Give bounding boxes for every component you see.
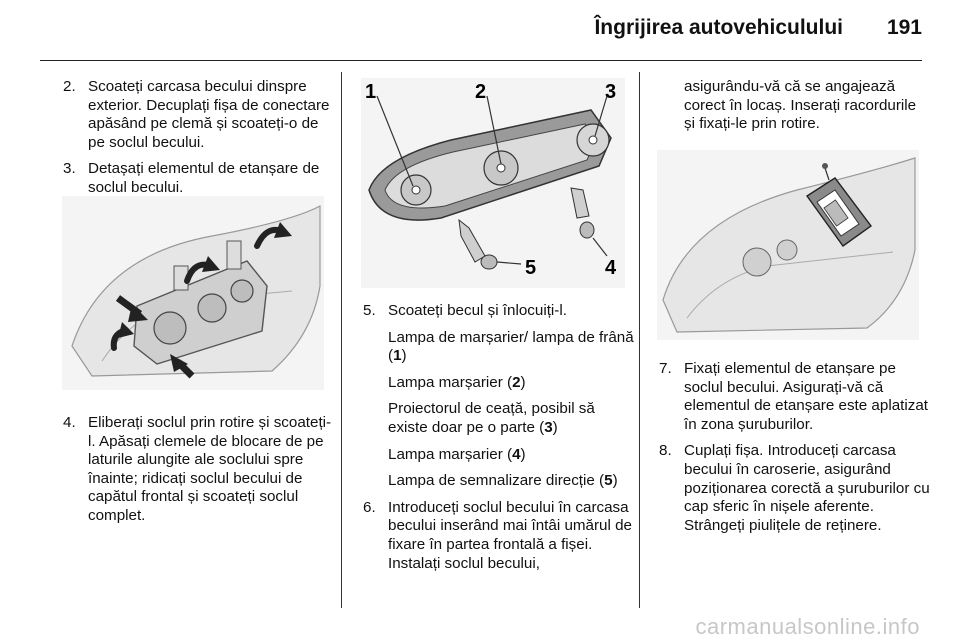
figure-label-4: 4 bbox=[605, 257, 617, 279]
step-5-number: 5. bbox=[363, 302, 376, 319]
column-1-lower bbox=[60, 414, 335, 534]
lamp-item-2: Lampa marșarier (2) bbox=[388, 373, 526, 391]
step-6-text: Introduceți soclul becului în carcasa becului inserând mai întâi umărul de fixare în partea frontală a fișei. Instalați soclul becului, bbox=[388, 498, 632, 572]
seal-installation-illustration bbox=[657, 150, 919, 340]
step-3 bbox=[60, 160, 330, 197]
header-title: Îngrijirea autovehiculului bbox=[594, 16, 843, 39]
lamp-item-1: Lampa de marșarier/ lampa de frână (1) bbox=[388, 328, 634, 365]
figure-bulb-positions bbox=[361, 78, 625, 288]
step-6-number: 6. bbox=[363, 498, 376, 516]
step-8 bbox=[656, 442, 931, 535]
lamp-socket-illustration bbox=[62, 196, 324, 390]
step-7 bbox=[656, 360, 931, 434]
lamp-item-5: Lampa de semnalizare direcție (5) bbox=[388, 472, 618, 490]
header-rule bbox=[40, 60, 922, 61]
step-7-text: Fixați elementul de etanșare pe soclul becului. Asigurați-vă că elementul de etanșare este aplatizat în zona șuruburilor. bbox=[684, 360, 929, 433]
watermark: carmanualsonline.info bbox=[695, 614, 920, 639]
figure-seal-installation bbox=[657, 150, 919, 340]
page-number: 191 bbox=[886, 16, 922, 39]
column-3 bbox=[656, 78, 926, 134]
column-2 bbox=[360, 302, 635, 581]
step-8-text: Cuplați fișa. Introduceți carcasa becului în caroserie, asigurând poziționarea corectă a șuruburilor cu cap sferic în nișele aferente. Strângeți piulițele de reținere. bbox=[684, 442, 930, 534]
step-4 bbox=[60, 414, 335, 526]
step-2-number: 2. bbox=[63, 78, 76, 95]
column-1 bbox=[60, 78, 330, 206]
column-divider-2 bbox=[639, 72, 640, 608]
step-4-number: 4. bbox=[63, 414, 76, 431]
page-header bbox=[0, 0, 960, 60]
step-2-text: Scoateți carcasa becului dinspre exterior. Decuplați fișa de conectare apăsând pe clemă și scoateți-o de pe soclul becului. bbox=[88, 78, 330, 151]
step-6-continuation: asigurându-vă că se angajează corect în locaș. Inserați racordurile și fixați-le prin rotire. bbox=[684, 78, 917, 133]
step-5-text: Scoateți becul și înlocuiți-l. bbox=[388, 302, 567, 319]
step-5 bbox=[360, 302, 635, 321]
bulb-positions-illustration bbox=[361, 78, 625, 288]
lamp-item-4: Lampa marșarier (4) bbox=[388, 445, 526, 463]
figure-lamp-socket-removal bbox=[62, 196, 324, 390]
step-4-text: Eliberați soclul prin rotire și scoateți-l. Apăsați clemele de blocare de pe laturile alungite ale soclului spre înainte; ridicați soclul becului de capătul frontal și scoateți soclul complet. bbox=[88, 414, 332, 524]
step-2 bbox=[60, 78, 330, 152]
column-3-lower bbox=[656, 360, 931, 543]
figure-label-2: 2 bbox=[475, 81, 487, 103]
step-7-number: 7. bbox=[659, 360, 672, 377]
step-3-number: 3. bbox=[63, 160, 76, 178]
column-divider-1 bbox=[341, 72, 342, 608]
figure-label-5: 5 bbox=[525, 257, 537, 279]
step-3-text: Detașați elementul de etanșare de soclul becului. bbox=[88, 160, 320, 196]
figure-label-3: 3 bbox=[605, 81, 617, 103]
step-6 bbox=[360, 499, 635, 573]
lamp-item-3: Proiectorul de ceață, posibil să existe doar pe o parte (3) bbox=[388, 400, 595, 436]
figure-label-1: 1 bbox=[365, 81, 377, 103]
step-8-number: 8. bbox=[659, 442, 672, 460]
